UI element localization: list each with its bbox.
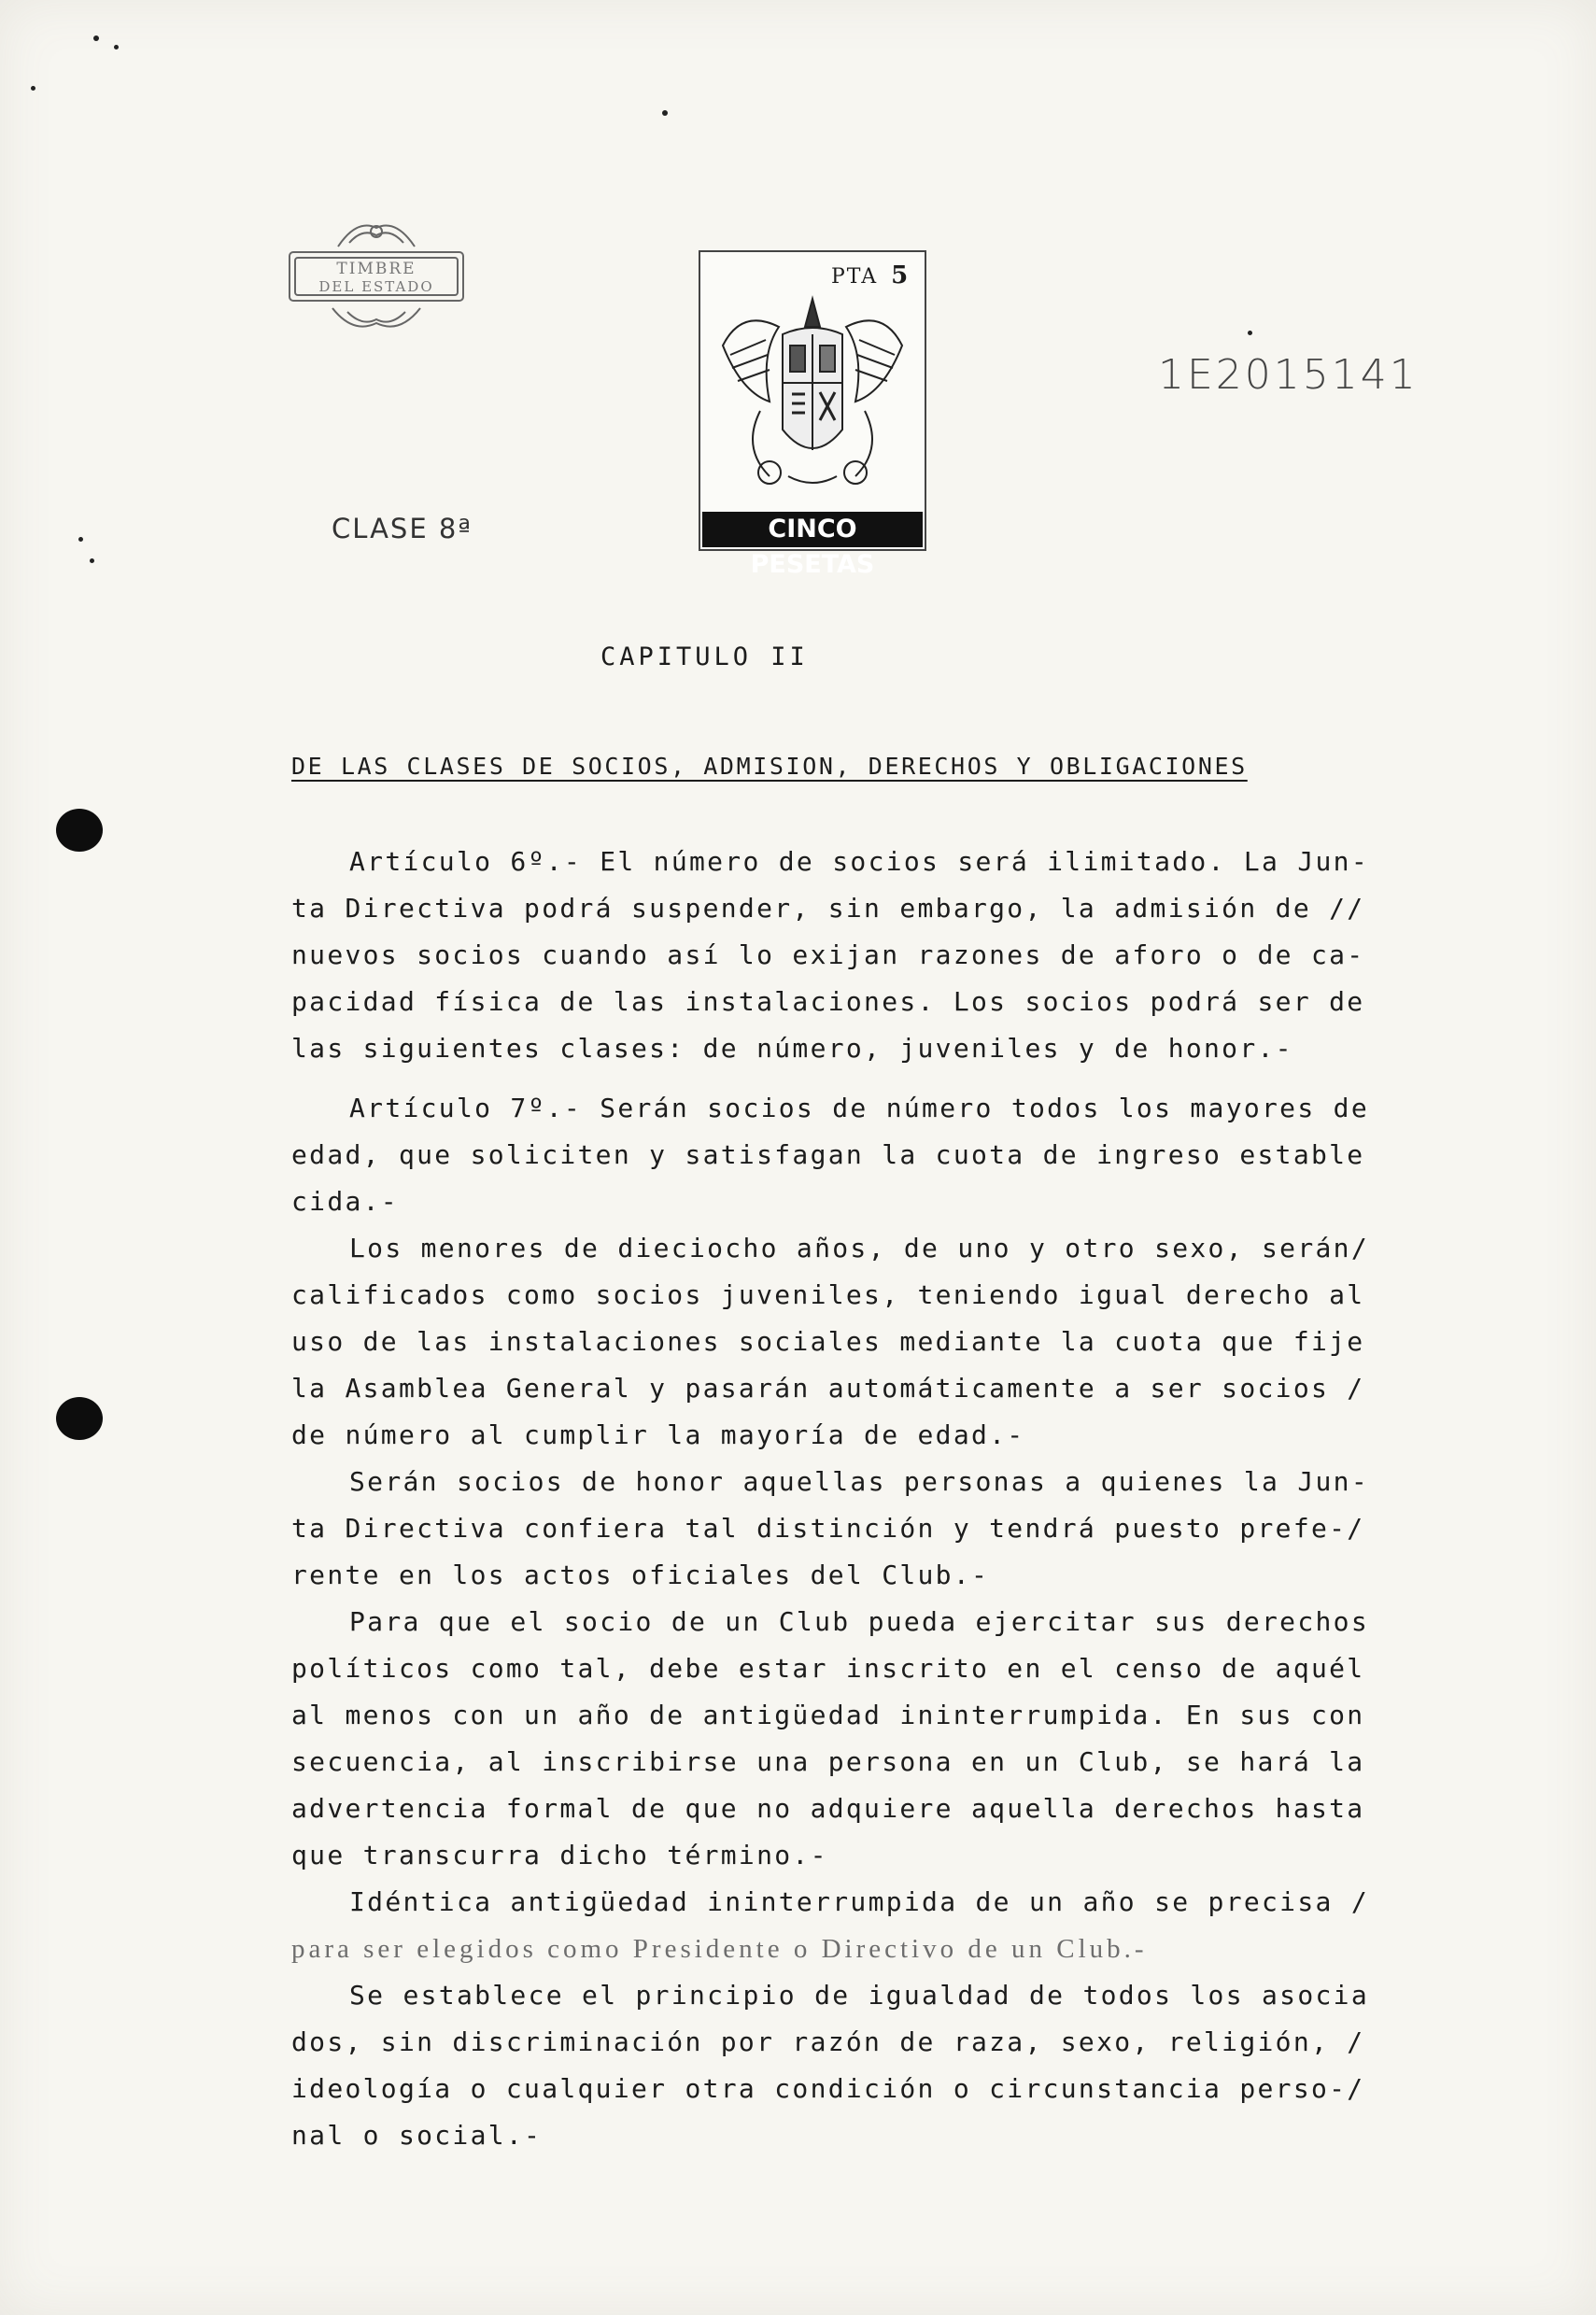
chapter-subtitle: DE LAS CLASES DE SOCIOS, ADMISION, DERECHOS Y OBLIGACIONES [291, 753, 1248, 780]
text-line: rente en los actos oficiales del Club.- [291, 1560, 990, 1590]
text-line: nal o social.- [291, 2120, 543, 2151]
paper-speck [93, 35, 99, 41]
text-line: la Asamblea General y pasarán automáticamente a ser socios / [291, 1373, 1365, 1404]
text-line: nuevos socios cuando así lo exijan razones de aforo o de ca- [291, 939, 1365, 970]
text-line: Artículo 7º.- Serán socios de número todos los mayores de [349, 1093, 1369, 1123]
stamp-denomination [831, 261, 910, 289]
text-line: ta Directiva podrá suspender, sin embargo, la admisión de // [291, 893, 1365, 924]
text-line: las siguientes clases: de número, juveniles y de honor.- [291, 1033, 1293, 1064]
text-line: al menos con un año de antigüedad ininterrumpida. En sus con [291, 1700, 1365, 1730]
paper-speck [662, 110, 668, 116]
text-line: de número al cumplir la mayoría de edad.- [291, 1419, 1025, 1450]
text-line: que transcurra dicho término.- [291, 1840, 828, 1870]
text-line: calificados como socios juveniles, teniendo igual derecho al [291, 1279, 1365, 1310]
stamp-denomination-label: PTA [831, 265, 879, 289]
paper-speck [78, 537, 83, 542]
text-line: uso de las instalaciones sociales mediante la cuota que fije [291, 1326, 1365, 1357]
stamp-value-band: CINCO PESETAS [702, 512, 923, 547]
dry-seal-line1: TIMBRE [336, 260, 417, 278]
text-line: Para que el socio de un Club pueda ejercitar sus derechos [349, 1606, 1369, 1637]
paper-speck [114, 45, 119, 49]
text-line: ideología o cualquier otra condición o circunstancia perso-/ [291, 2073, 1365, 2104]
text-line: políticos como tal, debe estar inscrito en el censo de aquél [291, 1653, 1365, 1684]
paper-speck [1248, 331, 1252, 335]
punch-hole-top [56, 809, 103, 852]
stamp-class: CLASE 8ª [332, 513, 473, 544]
text-line: Artículo 6º.- El número de socios será ilimitado. La Jun- [349, 846, 1369, 877]
stamp-denomination-value: 5 [891, 261, 911, 289]
coat-of-arms-icon [704, 289, 921, 502]
text-line: Se establece el principio de igualdad de todos los asocia [349, 1980, 1369, 2011]
text-line: advertencia formal de que no adquiere aquella derechos hasta [291, 1793, 1365, 1824]
paper-speck [31, 86, 35, 91]
text-line: Los menores de dieciocho años, de uno y otro sexo, serán/ [349, 1233, 1369, 1263]
serial-number: 1E2015141 [1158, 351, 1419, 399]
chapter-title: CAPITULO II [600, 642, 809, 671]
dry-seal-emblem [282, 215, 471, 338]
article-7-paragraph [291, 1085, 1449, 2159]
dry-seal-line2: DEL ESTADO [318, 278, 434, 295]
text-line: edad, que soliciten y satisfagan la cuota de ingreso estable [291, 1139, 1365, 1170]
punch-hole-bottom [56, 1397, 103, 1440]
paper-speck [90, 558, 94, 563]
text-line: Idéntica antigüedad ininterrumpida de un año se precisa / [349, 1886, 1369, 1917]
text-line: cida.- [291, 1186, 399, 1217]
text-line: secuencia, al inscribirse una persona en un Club, se hará la [291, 1746, 1365, 1777]
document-body [291, 839, 1449, 2172]
text-line: Serán socios de honor aquellas personas a quienes la Jun- [349, 1466, 1369, 1497]
fiscal-stamp [699, 250, 926, 579]
text-line: para ser elegidos como Presidente o Directivo de un Club.- [291, 1934, 1148, 1964]
text-line: ta Directiva confiera tal distinción y tendrá puesto prefe-/ [291, 1513, 1365, 1544]
text-line: pacidad física de las instalaciones. Los socios podrá ser de [291, 986, 1365, 1017]
article-6-paragraph [291, 839, 1449, 1072]
text-line: dos, sin discriminación por razón de raza, sexo, religión, / [291, 2026, 1365, 2057]
